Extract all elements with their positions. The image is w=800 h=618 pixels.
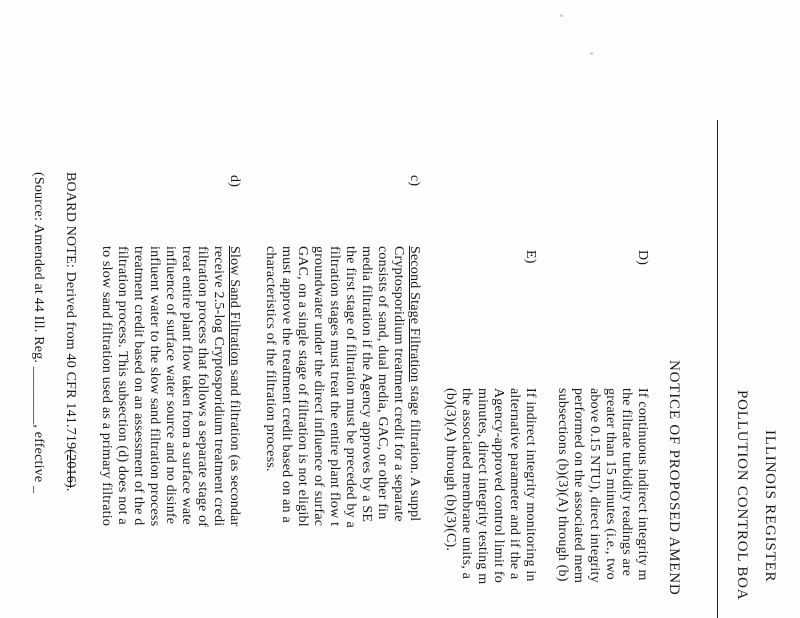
item-d-lower-line: filtration process that follows a separate stage of (195, 246, 210, 528)
item-c-line: the first stage of filtration must be preceded by a (343, 246, 358, 528)
item-c-line: GAC, on a single stage of filtration is not eligibl (295, 246, 310, 527)
item-c-line: groundwater under the direct influence of surfac (311, 246, 326, 527)
item-d-lower-line: treatment credit based on an assessment of the d (131, 246, 146, 526)
item-e-line: the associated membrane units, a (459, 388, 474, 580)
item-d-lower-first-line (226, 246, 242, 526)
board-note-text: BOARD NOTE: Derived from 40 CFR 141.719 (63, 172, 78, 450)
item-e-line: alternative parameter and if the a (507, 388, 522, 580)
item-d-upper-marker: D) (635, 250, 650, 266)
item-d-lower-line: sand filtration (as secondar (227, 369, 242, 527)
item-c-line: Cryptosporidium treatment credit for a separate (391, 246, 406, 522)
item-d-upper-line: above 0.15 NTU), direct integrity (587, 388, 602, 583)
board-note-struck-year: (2016) (63, 449, 78, 488)
item-c-line: media filtration if the Agency approves by a SE (359, 246, 374, 523)
item-c-line: filtration stages must treat the entire plant flow t (327, 246, 342, 527)
item-c-first-line (406, 246, 422, 521)
item-c-marker: c) (407, 175, 422, 187)
item-d-upper-line: subsections (b)(3)(A) through (b) (555, 388, 570, 582)
item-e-line: Agency-approved control limit fo (491, 388, 506, 583)
item-d-upper-line: performed on the associated mem (571, 388, 586, 584)
source-note: (Source: Amended at 44 Ill. Reg. ________, effective _ (31, 172, 46, 494)
item-d-upper-line: If continuous indirect integrity m (635, 388, 650, 581)
item-d-lower-heading: Slow Sand Filtration (227, 246, 242, 366)
register-title: ILLINOIS REGISTER (762, 430, 778, 583)
item-e-line: (b)(3)(A) through (b)(3)(C). (443, 388, 458, 552)
notice-title: NOTICE OF PROPOSED AMEND (666, 360, 682, 596)
item-c-line: must approve the treatment credit based on an a (279, 246, 294, 523)
item-d-lower-line: influence of surface water source and no disinfe (163, 246, 178, 525)
item-e-line: minutes, direct integrity testing m (475, 388, 490, 585)
item-c-line: characteristics of the filtration process. (263, 246, 278, 472)
item-d-lower-line: receive 2.5-log Cryptosporidium treatment credi (211, 246, 226, 527)
board-title: POLLUTION CONTROL BOA (734, 390, 750, 601)
item-d-lower-line: treat entire plant flow taken from a surface wate (179, 246, 194, 525)
item-c-heading: Second Stage Filtration (407, 246, 422, 383)
item-d-upper-line: greater than 15 minutes (i.e., two (603, 388, 618, 580)
item-e-marker: E) (523, 250, 538, 264)
header-rule (717, 120, 718, 618)
item-d-lower-line: influent water to the slow sand filtration process (147, 246, 162, 527)
item-d-upper-line: the filtrate turbidity readings are (619, 388, 634, 577)
item-e-line: If indirect integrity monitoring in (523, 388, 538, 582)
item-c-line: stage filtration. A suppl (407, 385, 422, 522)
item-d-lower-line: to slow sand filtration used as a primary filtratio (99, 246, 114, 527)
item-d-lower-marker: d) (227, 175, 242, 188)
board-note: BOARD NOTE: Derived from 40 CFR 141.719(2016). (63, 172, 78, 492)
item-c-line: consists of sand, dual media, GAC, or other fin (375, 246, 390, 520)
item-d-lower-line: filtration process. This subsection (d) does not a (115, 246, 130, 525)
